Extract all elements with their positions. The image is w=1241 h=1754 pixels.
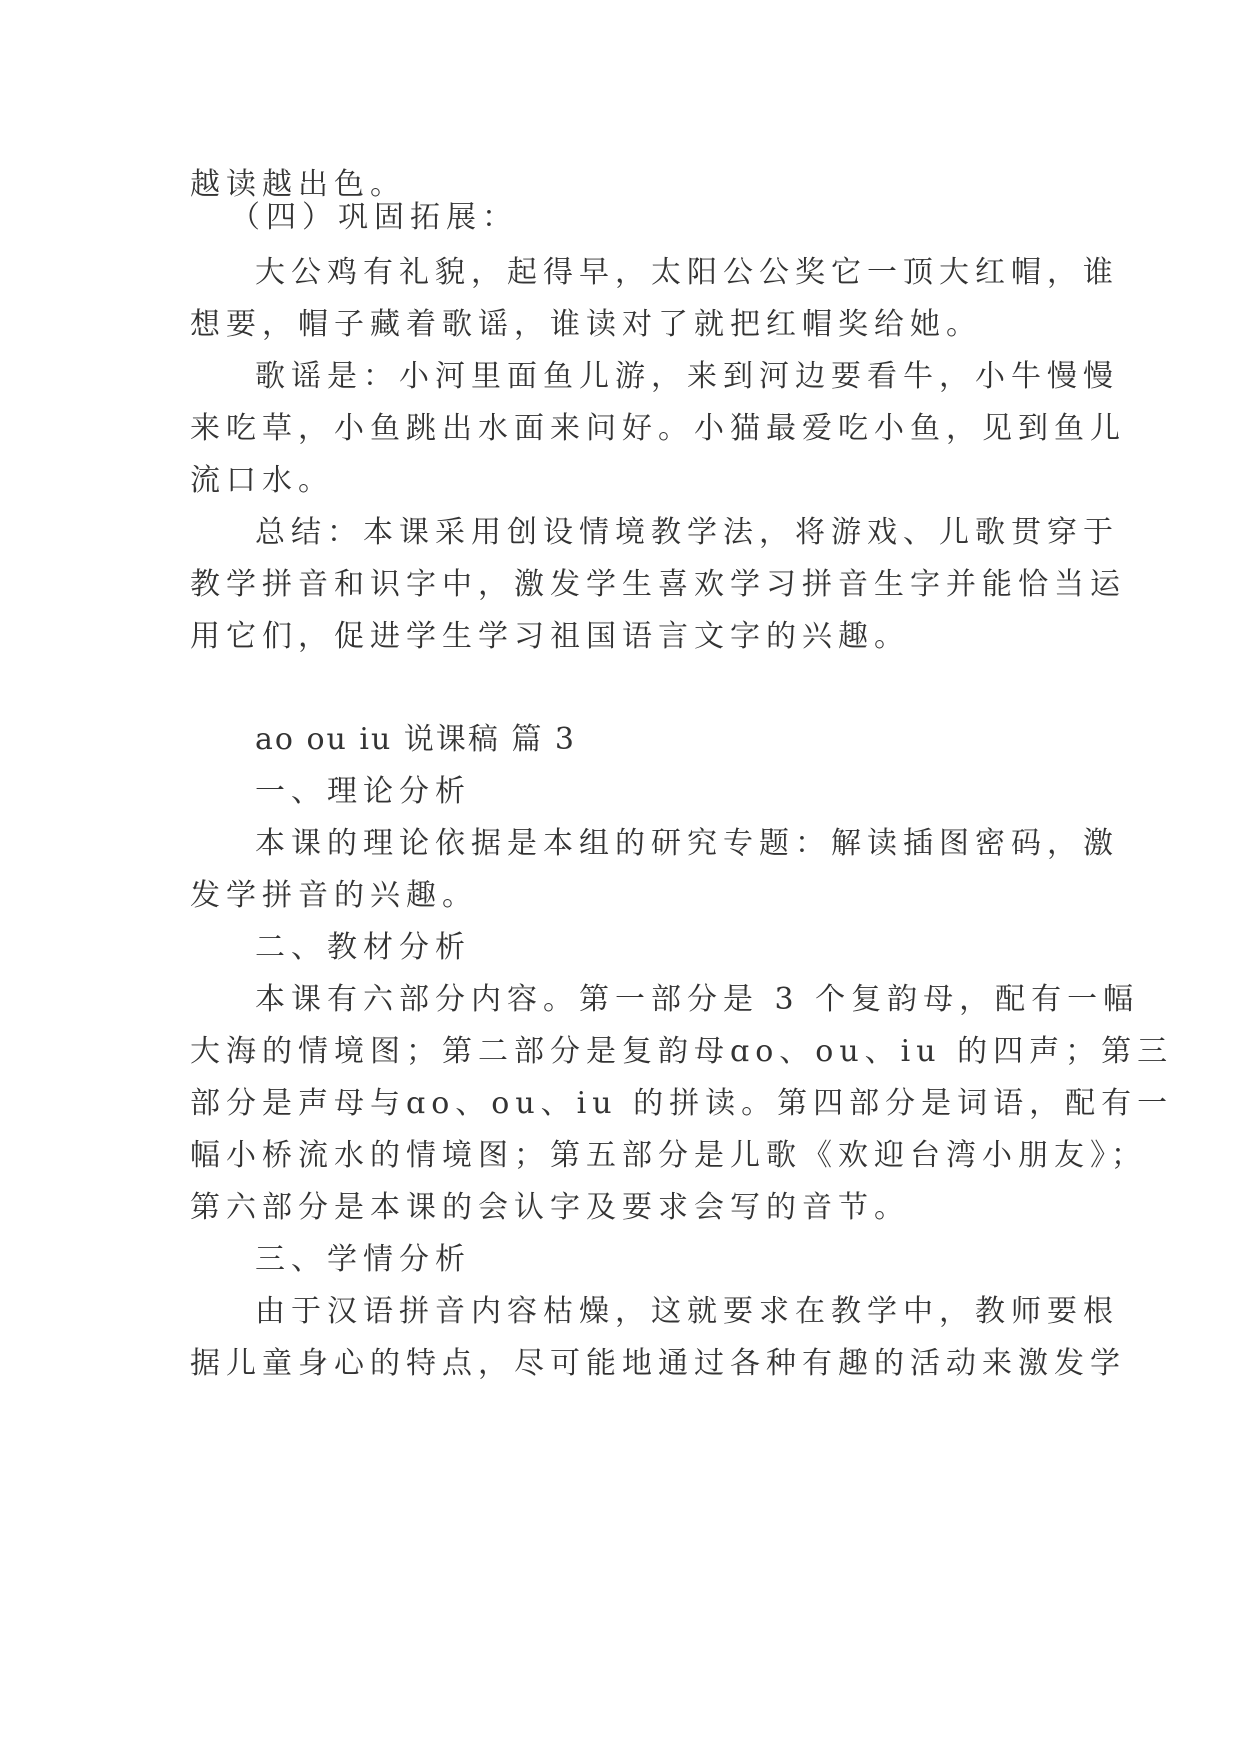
paragraph-line: 幅小桥流水的情境图；第五部分是儿歌《欢迎台湾小朋友》；: [190, 1138, 1147, 1173]
paragraph-line: 来吃草，小鱼跳出水面来问好。小猫最爱吃小鱼，见到鱼儿: [190, 411, 1126, 446]
paragraph-line: 流口水。: [190, 463, 334, 498]
article-title: ao ou iu 说课稿 篇 3: [255, 722, 577, 757]
paragraph-line: 想要，帽子藏着歌谣，谁读对了就把红帽奖给她。: [190, 307, 982, 342]
paragraph-line: 大公鸡有礼貌，起得早，太阳公公奖它一顶大红帽，谁: [255, 255, 1119, 290]
paragraph-line: 教学拼音和识字中，激发学生喜欢学习拼音生字并能恰当运: [190, 567, 1126, 602]
section-heading: 二、教材分析: [255, 930, 471, 965]
paragraph-line: 本课的理论依据是本组的研究专题：解读插图密码，激: [255, 826, 1119, 861]
paragraph-line: 歌谣是：小河里面鱼儿游，来到河边要看牛，小牛慢慢: [255, 359, 1119, 394]
paragraph-line: 大海的情境图；第二部分是复韵母ɑo、ou、iu 的四声；第三: [190, 1034, 1174, 1069]
section-heading: 一、理论分析: [255, 774, 471, 809]
paragraph-line: 第六部分是本课的会认字及要求会写的音节。: [190, 1190, 910, 1225]
section-heading: （四）巩固拓展：: [230, 200, 518, 235]
paragraph-line: 总结：本课采用创设情境教学法，将游戏、儿歌贯穿于: [255, 515, 1119, 550]
paragraph-line: 越读越出色。: [190, 167, 406, 202]
paragraph-line: 发学拼音的兴趣。: [190, 878, 478, 913]
section-heading: 三、学情分析: [255, 1242, 471, 1277]
paragraph-line: 用它们，促进学生学习祖国语言文字的兴趣。: [190, 619, 910, 654]
paragraph-line: 本课有六部分内容。第一部分是 3 个复韵母，配有一幅: [255, 982, 1140, 1017]
paragraph-line: 由于汉语拼音内容枯燥，这就要求在教学中，教师要根: [255, 1294, 1119, 1329]
paragraph-line: 据儿童身心的特点，尽可能地通过各种有趣的活动来激发学: [190, 1346, 1126, 1381]
paragraph-line: 部分是声母与ɑo、ou、iu 的拼读。第四部分是词语，配有一: [190, 1086, 1174, 1121]
